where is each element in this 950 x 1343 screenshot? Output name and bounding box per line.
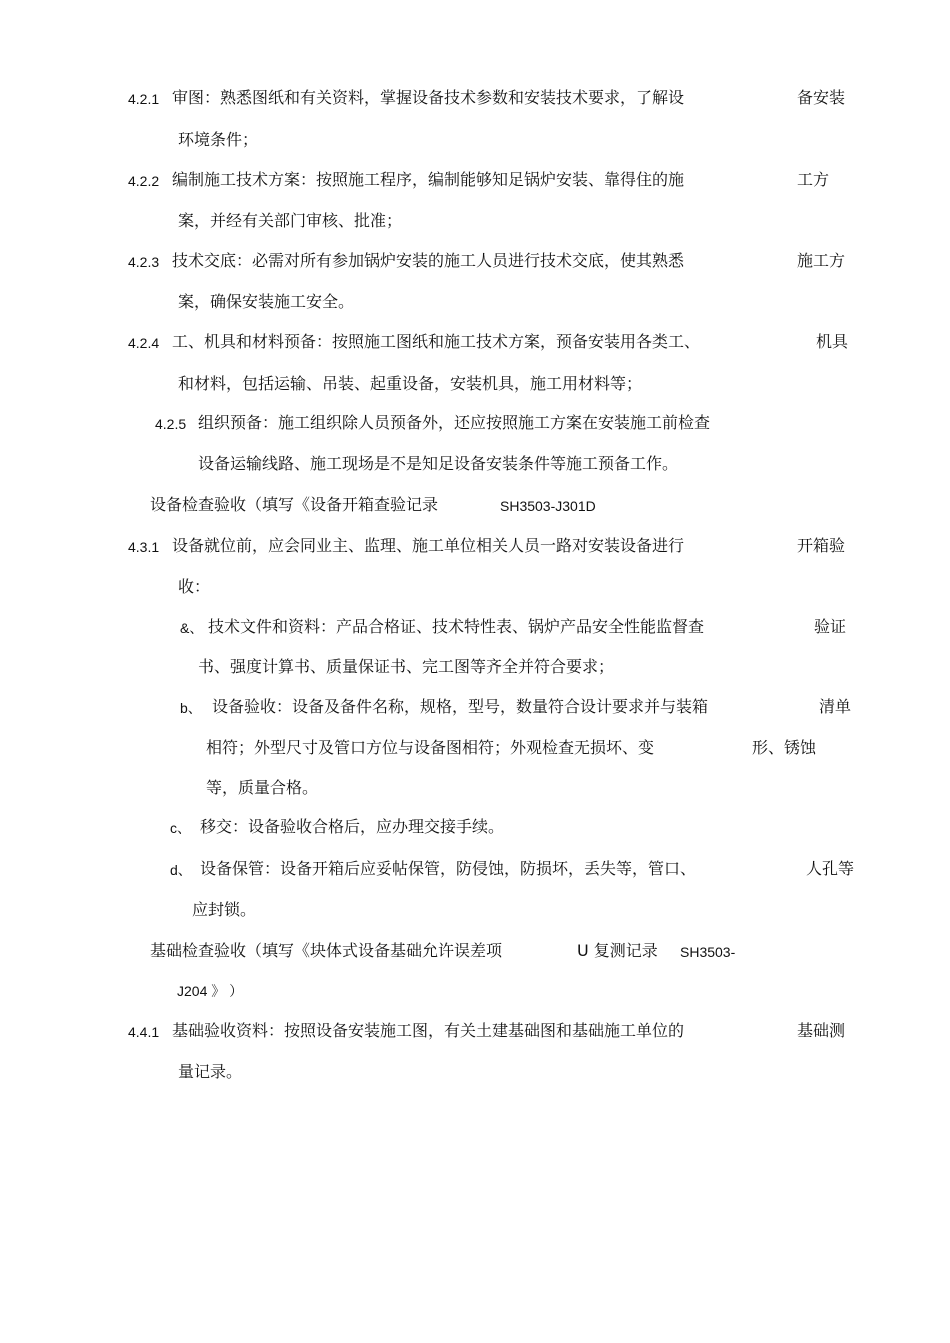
sub-item-mark: b、	[180, 700, 202, 716]
sub-item-continuation-tail: 形、锈蚀	[752, 738, 817, 757]
item-text-tail: 施工方	[797, 251, 846, 270]
item-text-tail: 基础测	[797, 1021, 846, 1040]
item-text-tail: 备安装	[797, 88, 846, 107]
item-number: 4.4.1	[128, 1024, 160, 1040]
item-text: 工、机具和材料预备：按照施工图纸和施工技术方案，预备安装用各类工、	[172, 332, 701, 351]
item-number: 4.2.5	[155, 416, 187, 432]
item-number: 4.2.2	[128, 173, 160, 189]
record-code-continuation: J204 》 ）	[177, 983, 244, 999]
section-heading-mid: U 复测记录	[577, 941, 658, 960]
item-continuation: 和材料，包括运输、吊装、起重设备，安装机具，施工用材料等；	[178, 374, 643, 393]
item-number: 4.2.1	[128, 91, 160, 107]
sub-item-continuation: 相符；外型尺寸及管口方位与设备图相符；外观检查无损坏、变	[206, 738, 655, 757]
record-code: SH3503-	[680, 944, 736, 960]
item-continuation: 收：	[178, 577, 211, 596]
item-continuation: 案，确保安装施工安全。	[178, 292, 355, 311]
section-heading: 基础检查验收（填写《块体式设备基础允许误差项	[150, 941, 503, 960]
item-number: 4.2.4	[128, 335, 160, 351]
sub-item-continuation: 书、强度计算书、质量保证书、完工图等齐全并符合要求；	[198, 657, 615, 676]
item-number: 4.2.3	[128, 254, 160, 270]
sub-item-continuation: 应封锁。	[192, 900, 257, 919]
sub-item-text: 设备验收：设备及备件名称，规格，型号，数量符合设计要求并与装箱	[212, 697, 709, 716]
item-text: 基础验收资料：按照设备安装施工图，有关土建基础图和基础施工单位的	[172, 1021, 685, 1040]
item-text: 技术交底：必需对所有参加锅炉安装的施工人员进行技术交底，使其熟悉	[172, 251, 685, 270]
sub-item-text-tail: 验证	[814, 617, 847, 636]
sub-item-text: 移交：设备验收合格后，应办理交接手续。	[200, 817, 505, 836]
item-text: 设备就位前，应会同业主、监理、施工单位相关人员一路对安装设备进行	[172, 536, 685, 555]
item-text: 审图：熟悉图纸和有关资料，掌握设备技术参数和安装技术要求，了解设	[172, 88, 685, 107]
item-continuation: 设备运输线路、施工现场是不是知足设备安装条件等施工预备工作。	[198, 454, 679, 473]
item-text-tail: 机具	[816, 332, 849, 351]
item-number: 4.3.1	[128, 539, 160, 555]
sub-item-text: 设备保管：设备开箱后应妥帖保管，防侵蚀，防损坏，丢失等，管口、	[200, 859, 697, 878]
item-continuation: 案，并经有关部门审核、批准；	[178, 211, 403, 230]
record-code: SH3503-J301D	[500, 498, 596, 514]
sub-item-mark: d、	[170, 862, 192, 878]
item-continuation: 环境条件；	[178, 130, 259, 149]
item-text-tail: 开箱验	[797, 536, 846, 555]
sub-item-mark: &、	[180, 620, 204, 636]
sub-item-text-tail: 清单	[819, 697, 852, 716]
sub-item-continuation: 等，质量合格。	[206, 778, 319, 797]
item-text-tail: 工方	[797, 170, 830, 189]
item-text: 编制施工技术方案：按照施工程序，编制能够知足锅炉安装、靠得住的施	[172, 170, 685, 189]
item-continuation: 量记录。	[178, 1062, 243, 1081]
item-text: 组织预备：施工组织除人员预备外，还应按照施工方案在安装施工前检查	[198, 413, 711, 432]
sub-item-text-tail: 人孔等	[806, 859, 855, 878]
section-heading: 设备检查验收（填写《设备开箱查验记录	[150, 495, 439, 514]
sub-item-mark: c、	[170, 820, 191, 836]
sub-item-text: 技术文件和资料：产品合格证、技术特性表、锅炉产品安全性能监督查	[208, 617, 705, 636]
